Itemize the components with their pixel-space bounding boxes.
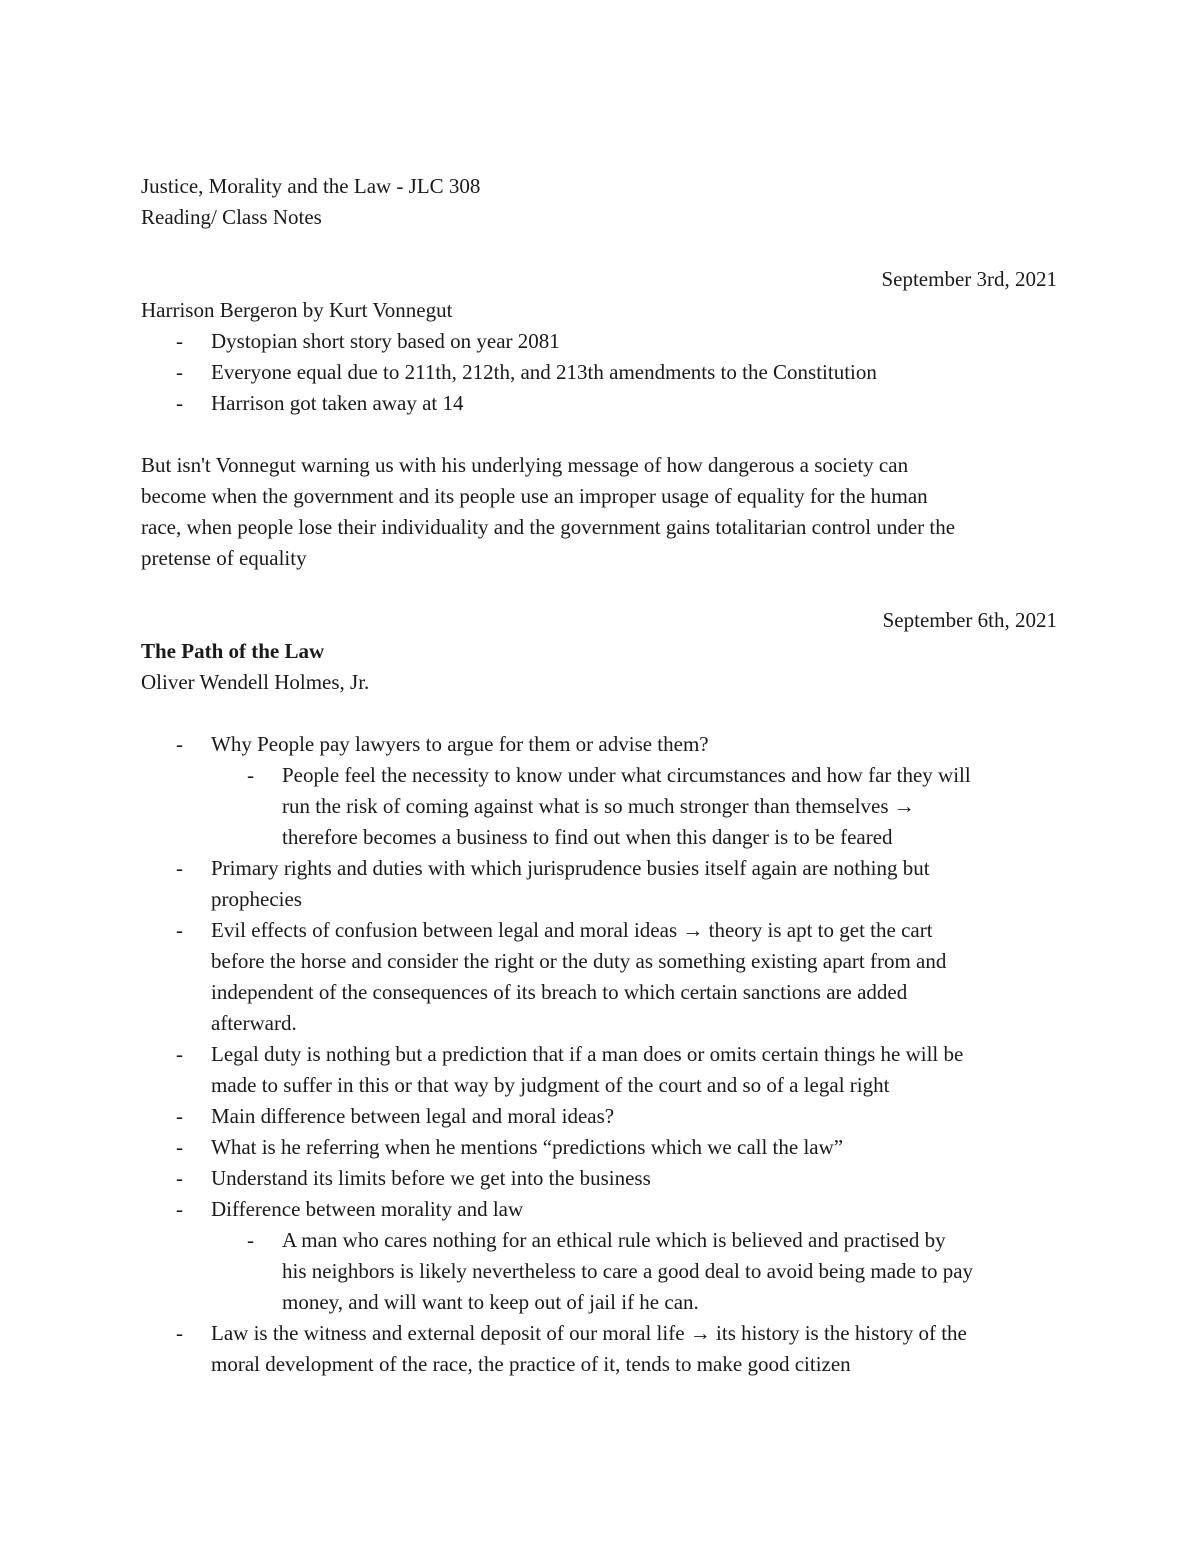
paragraph-line: pretense of equality <box>141 546 307 570</box>
document-subtitle: Reading/ Class Notes <box>141 205 322 229</box>
bullet-dash: - <box>176 1321 183 1345</box>
bullet-dash: - <box>176 391 183 415</box>
section1-heading: Harrison Bergeron by Kurt Vonnegut <box>141 298 453 322</box>
list-item-line: Difference between morality and law <box>211 1197 524 1221</box>
sub-list-item-line: his neighbors is likely nevertheless to care a good deal to avoid being made to pay <box>282 1259 974 1283</box>
list-item-line: afterward. <box>211 1011 297 1035</box>
list-item: Harrison got taken away at 14 <box>211 391 464 415</box>
list-item-line: before the horse and consider the right or the duty as something existing apart from and <box>211 949 947 973</box>
list-item-line: What is he referring when he mentions “predictions which we call the law” <box>211 1135 844 1159</box>
section2-author: Oliver Wendell Holmes, Jr. <box>141 670 370 694</box>
sub-list-item-line: People feel the necessity to know under what circumstances and how far they will <box>282 763 971 787</box>
bullet-dash: - <box>176 329 183 353</box>
section1-date: September 3rd, 2021 <box>881 267 1057 291</box>
sub-bullet-dash: - <box>247 1228 254 1252</box>
list-item-line: Law is the witness and external deposit of our moral life → its history is the history of the <box>211 1321 967 1345</box>
list-item: Dystopian short story based on year 2081 <box>211 329 560 353</box>
paragraph-line: become when the government and its people use an improper usage of equality for the human <box>141 484 928 508</box>
list-item-line: prophecies <box>211 887 302 911</box>
course-title: Justice, Morality and the Law - JLC 308 <box>141 174 481 198</box>
bullet-dash: - <box>176 918 183 942</box>
sub-list-item-line: run the risk of coming against what is so much stronger than themselves → <box>282 794 915 818</box>
bullet-dash: - <box>176 1104 183 1128</box>
sub-list-item-line: A man who cares nothing for an ethical rule which is believed and practised by <box>282 1228 946 1252</box>
list-item-line: Main difference between legal and moral ideas? <box>211 1104 615 1128</box>
list-item-line: made to suffer in this or that way by judgment of the court and so of a legal right <box>211 1073 890 1097</box>
list-item-line: Why People pay lawyers to argue for them or advise them? <box>211 732 709 756</box>
list-item-line: Primary rights and duties with which jurisprudence busies itself again are nothing but <box>211 856 930 880</box>
bullet-dash: - <box>176 1197 183 1221</box>
sub-list-item-line: therefore becomes a business to find out when this danger is to be feared <box>282 825 893 849</box>
list-item-line: independent of the consequences of its breach to which certain sanctions are added <box>211 980 908 1004</box>
bullet-dash: - <box>176 1135 183 1159</box>
section2-title: The Path of the Law <box>141 639 325 663</box>
paragraph-line: race, when people lose their individuality and the government gains totalitarian control under the <box>141 515 956 539</box>
list-item-line: moral development of the race, the practice of it, tends to make good citizen <box>211 1352 851 1376</box>
sub-list-item-line: money, and will want to keep out of jail if he can. <box>282 1290 699 1314</box>
list-item: Everyone equal due to 211th, 212th, and 213th amendments to the Constitution <box>211 360 877 384</box>
bullet-dash: - <box>176 856 183 880</box>
list-item-line: Understand its limits before we get into the business <box>211 1166 651 1190</box>
list-item-line: Evil effects of confusion between legal and moral ideas → theory is apt to get the cart <box>211 918 933 942</box>
list-item-line: Legal duty is nothing but a prediction that if a man does or omits certain things he will be <box>211 1042 964 1066</box>
bullet-dash: - <box>176 360 183 384</box>
section2-date: September 6th, 2021 <box>882 608 1057 632</box>
bullet-dash: - <box>176 1166 183 1190</box>
bullet-dash: - <box>176 1042 183 1066</box>
sub-bullet-dash: - <box>247 763 254 787</box>
paragraph-line: But isn't Vonnegut warning us with his underlying message of how dangerous a society can <box>141 453 909 477</box>
bullet-dash: - <box>176 732 183 756</box>
